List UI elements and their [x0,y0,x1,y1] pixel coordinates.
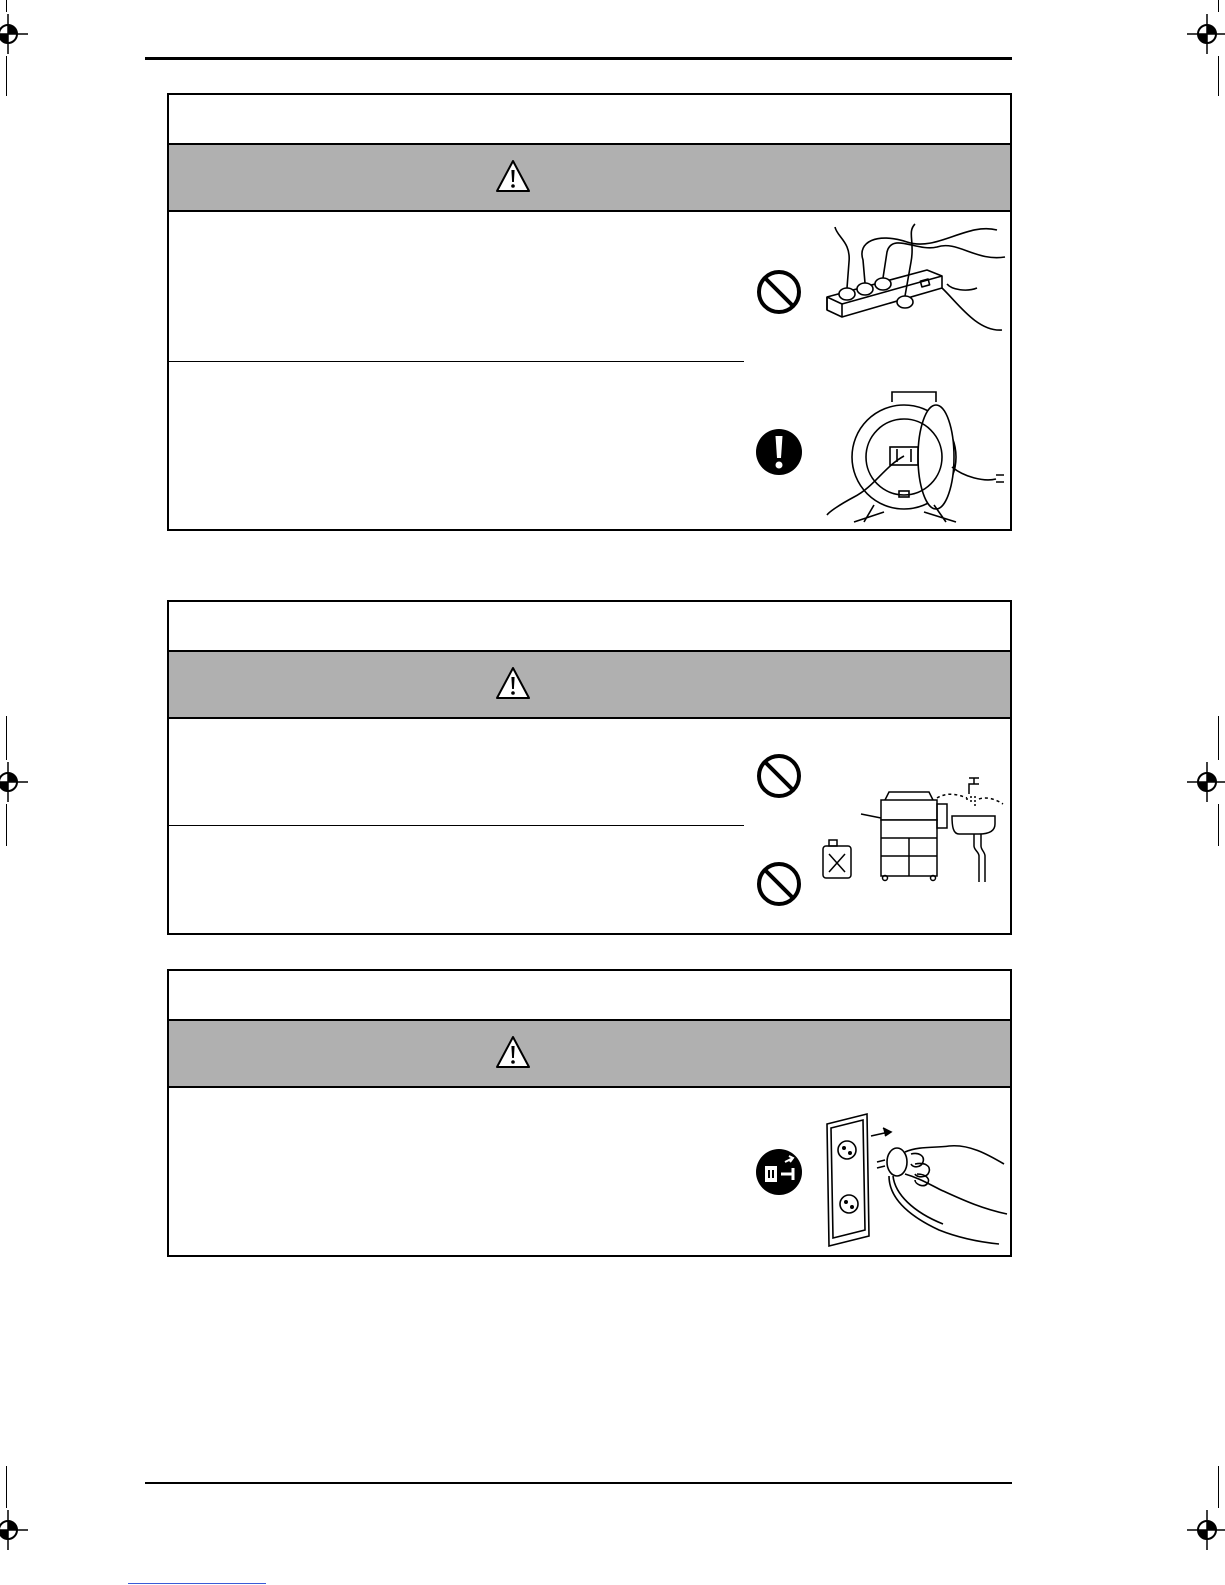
registration-mark-icon [0,762,28,802]
instruction-row [169,719,744,826]
prohibition-icon [755,268,803,316]
power-strip-illustration [817,222,1007,357]
panel-body [169,212,1010,529]
unplug-icon [755,1148,803,1196]
crop-mark [6,1466,7,1508]
crop-mark [1218,716,1219,760]
registration-mark-icon [1187,14,1225,54]
warning-header [169,652,1010,719]
warning-header [169,1021,1010,1088]
panel-title [169,95,1010,145]
instruction-row [169,362,744,529]
crop-mark [6,804,7,846]
link-underline [128,1583,266,1584]
warning-triangle-icon [495,666,531,700]
crop-mark [6,0,7,12]
panel-title [169,602,1010,652]
crop-mark [1218,0,1219,12]
warning-triangle-icon [495,159,531,193]
prohibition-icon [755,860,803,908]
panel-body [169,719,1010,933]
warning-triangle-icon [495,1035,531,1069]
prohibition-icon [755,752,803,800]
registration-mark-icon [0,1510,28,1550]
instruction-row [169,1088,744,1255]
registration-mark-icon [0,14,28,54]
crop-mark [1218,56,1219,96]
registration-mark-icon [1187,1510,1225,1550]
instruction-row [169,212,744,362]
unplug-hand-illustration [819,1098,1009,1248]
top-rule [145,57,1012,60]
safety-panel-2 [167,600,1012,935]
crop-mark [6,56,7,96]
cable-reel-illustration [824,387,1014,527]
mandatory-action-icon [755,428,803,476]
instruction-row [169,826,744,933]
warning-header [169,145,1010,212]
crop-mark [6,716,7,760]
panel-title [169,971,1010,1021]
safety-panel-3 [167,969,1012,1257]
crop-mark [1218,1466,1219,1508]
panel-body [169,1088,1010,1255]
bottom-rule [145,1482,1012,1484]
copier-installation-illustration [819,774,1009,884]
registration-mark-icon [1187,762,1225,802]
crop-mark [1218,804,1219,846]
safety-panel-1 [167,93,1012,531]
